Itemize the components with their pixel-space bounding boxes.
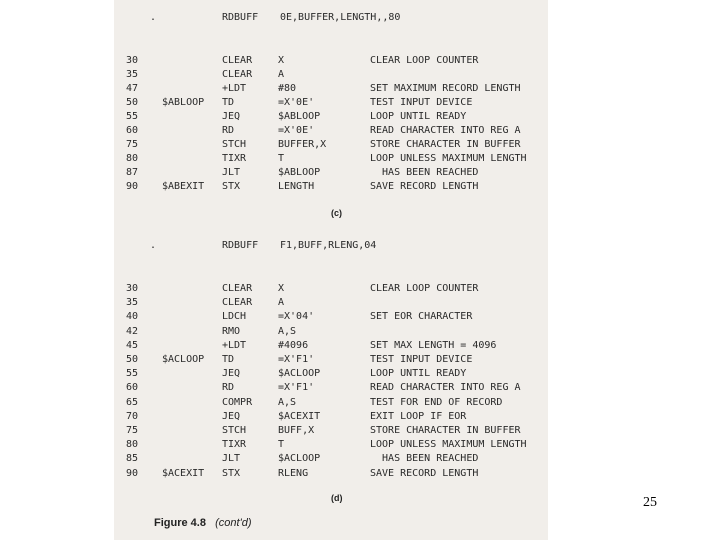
page-number: 25 — [643, 495, 657, 510]
line-number: 60 — [126, 125, 139, 136]
line-opcode: CLEAR — [222, 55, 253, 66]
line-operand: #4096 — [278, 339, 309, 351]
line-operand: $ABLOOP — [278, 167, 321, 178]
line-number: 50 — [126, 354, 139, 365]
line-number: 35 — [126, 297, 139, 309]
line-comment: CLEAR LOOP COUNTER — [370, 55, 479, 66]
line-opcode: +LDT — [222, 83, 247, 94]
line-comment: LOOP UNLESS MAXIMUM LENGTH — [370, 439, 527, 451]
line-number: 90 — [126, 467, 139, 479]
line-comment: SET MAXIMUM RECORD LENGTH — [370, 83, 521, 94]
line-comment: LOOP UNLESS MAXIMUM LENGTH — [370, 153, 527, 164]
line-operand: T — [278, 439, 285, 451]
line-operand: A — [278, 297, 285, 309]
listing-sublabel: (d) — [331, 493, 343, 503]
line-number: 50 — [126, 97, 139, 108]
line-number: 47 — [126, 83, 139, 94]
line-opcode: CLEAR — [222, 297, 253, 309]
header-operand: 0E,BUFFER,LENGTH,,80 — [280, 12, 401, 23]
line-number: 55 — [126, 111, 139, 122]
line-operand: =X'0E' — [278, 125, 315, 136]
line-operand: =X'F1' — [278, 354, 315, 365]
macro-call-header — [114, 239, 377, 253]
line-comment: CLEAR LOOP COUNTER — [370, 283, 479, 294]
line-comment: TEST FOR END OF RECORD — [370, 396, 503, 408]
line-opcode: RD — [222, 125, 235, 136]
line-operand: =X'F1' — [278, 382, 315, 394]
header-operand: F1,BUFF,RLENG,04 — [280, 240, 377, 251]
header-op: RDBUFF — [222, 12, 259, 23]
line-opcode: RMO — [222, 325, 241, 337]
line-number: 35 — [126, 69, 139, 80]
figure-caption — [154, 517, 251, 529]
line-comment: STORE CHARACTER IN BUFFER — [370, 139, 521, 150]
line-number: 85 — [126, 453, 139, 465]
line-operand: $ABLOOP — [278, 111, 321, 122]
header-dot: . — [150, 12, 157, 23]
line-label: $ACLOOP — [162, 354, 205, 365]
line-opcode: CLEAR — [222, 69, 253, 80]
header-op: RDBUFF — [222, 240, 259, 251]
line-number: 40 — [126, 311, 139, 323]
line-operand: =X'0E' — [278, 97, 315, 108]
line-number: 70 — [126, 410, 139, 422]
line-comment: EXIT LOOP IF EOR — [370, 410, 467, 422]
line-opcode: TD — [222, 97, 235, 108]
figure-number: Figure 4.8 — [154, 517, 206, 529]
line-opcode: CLEAR — [222, 283, 253, 294]
line-opcode: JLT — [222, 167, 241, 178]
line-number: 45 — [126, 339, 139, 351]
line-operand: X — [278, 55, 285, 66]
line-operand: $ACLOOP — [278, 453, 321, 465]
line-number: 42 — [126, 325, 139, 337]
line-operand: A — [278, 69, 285, 80]
line-comment: LOOP UNTIL READY — [370, 368, 467, 380]
line-opcode: TIXR — [222, 153, 247, 164]
line-comment: LOOP UNTIL READY — [370, 111, 467, 122]
line-number: 30 — [126, 55, 139, 66]
line-opcode: STX — [222, 467, 241, 479]
line-operand: T — [278, 153, 285, 164]
line-opcode: +LDT — [222, 339, 247, 351]
line-number: 75 — [126, 139, 139, 150]
line-opcode: STCH — [222, 425, 247, 436]
line-number: 30 — [126, 283, 139, 294]
line-number: 90 — [126, 181, 139, 192]
line-comment: SET EOR CHARACTER — [370, 311, 473, 323]
line-opcode: JEQ — [222, 410, 241, 422]
line-operand: #80 — [278, 83, 297, 94]
line-comment: SAVE RECORD LENGTH — [370, 467, 479, 479]
line-label: $ABEXIT — [162, 181, 205, 192]
line-number: 80 — [126, 439, 139, 451]
line-opcode: TD — [222, 354, 235, 365]
line-comment: READ CHARACTER INTO REG A — [370, 125, 521, 136]
scanned-page — [114, 0, 548, 540]
line-operand: $ACEXIT — [278, 410, 321, 422]
line-opcode: JLT — [222, 453, 241, 465]
line-comment: SAVE RECORD LENGTH — [370, 181, 479, 192]
line-number: 65 — [126, 396, 139, 408]
line-opcode: STX — [222, 181, 241, 192]
line-comment: TEST INPUT DEVICE — [370, 97, 473, 108]
line-operand: A,S — [278, 396, 297, 408]
line-opcode: JEQ — [222, 368, 241, 380]
line-number: 55 — [126, 368, 139, 380]
line-operand: =X'04' — [278, 311, 315, 323]
line-number: 60 — [126, 382, 139, 394]
line-label: $ABLOOP — [162, 97, 205, 108]
line-operand: RLENG — [278, 467, 309, 479]
line-number: 80 — [126, 153, 139, 164]
line-comment: STORE CHARACTER IN BUFFER — [370, 425, 521, 436]
line-comment: TEST INPUT DEVICE — [370, 354, 473, 365]
line-opcode: COMPR — [222, 396, 253, 408]
line-operand: BUFFER,X — [278, 139, 327, 150]
listing-sublabel: (c) — [331, 208, 342, 218]
header-dot: . — [150, 240, 157, 251]
line-comment: SET MAX LENGTH = 4096 — [370, 339, 497, 351]
line-operand: BUFF,X — [278, 425, 315, 436]
line-opcode: RD — [222, 382, 235, 394]
line-number: 87 — [126, 167, 139, 178]
line-opcode: JEQ — [222, 111, 241, 122]
line-number: 75 — [126, 425, 139, 436]
line-opcode: TIXR — [222, 439, 247, 451]
line-label: $ACEXIT — [162, 467, 205, 479]
line-comment: HAS BEEN REACHED — [370, 453, 479, 465]
figure-note: (cont'd) — [215, 517, 252, 529]
line-operand: $ACLOOP — [278, 368, 321, 380]
line-opcode: LDCH — [222, 311, 247, 323]
line-comment: HAS BEEN REACHED — [370, 167, 479, 178]
macro-call-header — [114, 11, 401, 25]
line-operand: LENGTH — [278, 181, 315, 192]
line-operand: A,S — [278, 325, 297, 337]
line-operand: X — [278, 283, 285, 294]
line-comment: READ CHARACTER INTO REG A — [370, 382, 521, 394]
line-opcode: STCH — [222, 139, 247, 150]
